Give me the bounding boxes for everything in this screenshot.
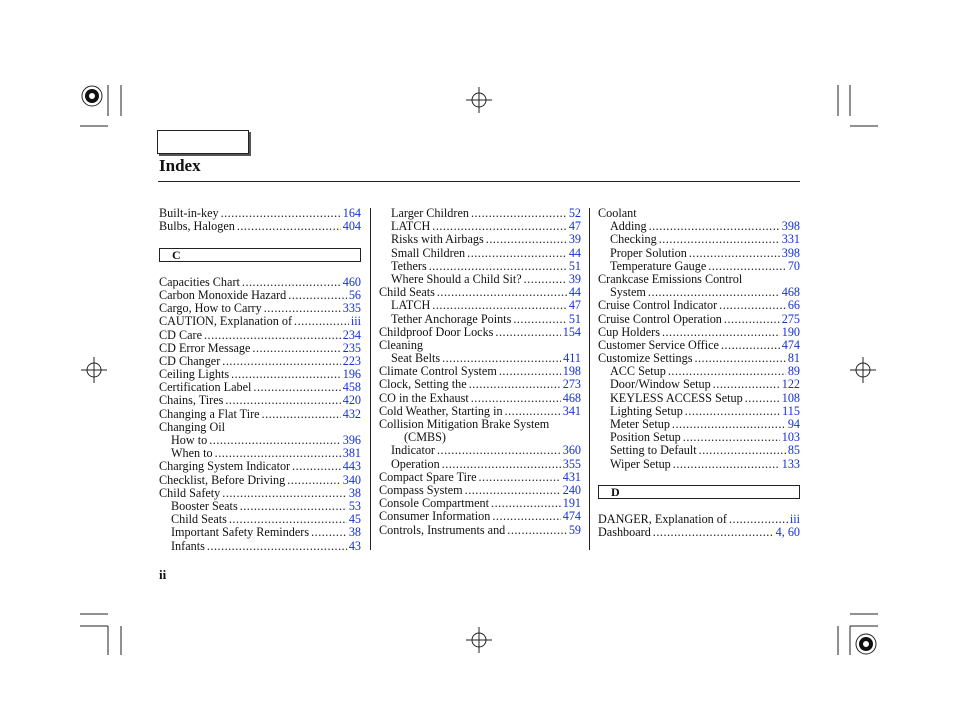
dot-leader [689, 247, 780, 260]
dot-leader [685, 405, 780, 418]
page-title: Index [159, 156, 201, 175]
dot-leader [294, 315, 349, 328]
index-entry [159, 329, 361, 342]
index-entry [379, 444, 581, 457]
dot-leader [264, 302, 341, 315]
dot-leader [292, 460, 341, 473]
dot-leader [311, 526, 347, 539]
page-reference-link[interactable]: 234 [342, 328, 361, 342]
page-reference-link[interactable]: 81 [787, 352, 800, 366]
dot-leader [724, 313, 780, 326]
entry-term: How to [171, 434, 208, 447]
entry-term: Checking [610, 233, 657, 247]
registration-mark-bottom [466, 627, 492, 653]
page-reference-link[interactable]: 196 [342, 368, 361, 382]
index-entry [159, 289, 361, 302]
entry-term: LATCH [391, 220, 431, 234]
page-reference-link[interactable]: 66 [787, 299, 800, 313]
index-entry [379, 286, 581, 299]
page-reference-link[interactable]: 39 [568, 233, 581, 247]
index-column-2 [379, 207, 581, 537]
dot-leader [467, 247, 567, 260]
entry-term: Customer Service Office [598, 338, 719, 352]
dot-leader [288, 289, 347, 302]
spacer [598, 500, 800, 513]
entry-term: Clock, Setting the [379, 378, 467, 392]
page-reference-link[interactable]: 396 [342, 434, 361, 447]
spacer [159, 263, 361, 276]
entry-term: Wiper Setup [610, 457, 671, 471]
dot-leader [486, 233, 567, 246]
entry-term: Compass System [379, 483, 463, 497]
page-reference-link[interactable]: 53 [348, 499, 361, 513]
registration-mark-top [466, 87, 492, 113]
entry-term: Seat Belts [391, 352, 441, 366]
dot-leader [253, 381, 340, 394]
index-entry [379, 510, 581, 523]
dot-leader [659, 233, 780, 246]
page-reference-link[interactable]: 335 [342, 302, 361, 316]
dot-leader [437, 286, 567, 299]
entry-term: Door/Window Setup [610, 378, 711, 392]
column-divider [589, 208, 590, 550]
entry-term: Cleaning [379, 338, 424, 352]
dot-leader [209, 434, 340, 447]
index-entry [379, 313, 581, 326]
dot-leader [262, 408, 341, 421]
page-reference-link[interactable]: 468 [562, 391, 581, 405]
page-reference-link[interactable]: 44 [568, 246, 581, 260]
index-entry [159, 434, 361, 447]
index-entry [598, 444, 800, 457]
dot-leader [225, 394, 340, 407]
entry-term: Cup Holders [598, 325, 660, 339]
index-entry [159, 447, 361, 460]
page-reference-link[interactable]: 45 [348, 513, 361, 527]
entry-term: Setting to Default [610, 444, 697, 458]
page-reference-link[interactable]: 94 [787, 418, 800, 431]
page-reference-link[interactable]: 341 [562, 404, 581, 418]
index-entry [379, 378, 581, 391]
page-reference-link[interactable]: 398 [781, 246, 800, 260]
index-entry [379, 326, 581, 339]
dot-leader [524, 273, 567, 286]
page-reference-link[interactable]: 460 [342, 275, 361, 289]
entry-term: (CMBS) [404, 431, 446, 445]
entry-term: Certification Label [159, 381, 252, 395]
dot-leader [222, 355, 340, 368]
page-reference-link[interactable]: 458 [342, 381, 361, 395]
index-column-3 [598, 207, 800, 540]
index-entry [159, 421, 361, 434]
page-reference-link[interactable]: iii [789, 513, 800, 527]
page-reference-link[interactable]: 43 [348, 539, 361, 553]
entry-term: Booster Seats [171, 499, 238, 513]
dot-leader [242, 276, 341, 289]
registration-mark-left [81, 357, 107, 383]
entry-term: Dashboard [598, 526, 651, 540]
index-entry [598, 286, 800, 299]
page-reference-link[interactable]: 420 [342, 394, 361, 408]
entry-term: Collision Mitigation Brake System [379, 418, 550, 431]
spacer [598, 471, 800, 484]
index-entry [159, 207, 361, 220]
page-reference-link[interactable]: 154 [562, 325, 581, 339]
dot-leader [231, 368, 341, 381]
index-entry [598, 313, 800, 326]
entry-term: Capacities Chart [159, 275, 240, 289]
dot-leader [505, 405, 561, 418]
index-entry [379, 392, 581, 405]
entry-term: Child Seats [379, 286, 435, 300]
entry-term: Changing a Flat Tire [159, 407, 260, 421]
dot-leader [465, 484, 561, 497]
dot-leader [229, 513, 347, 526]
index-entry [159, 474, 361, 487]
index-entry [598, 378, 800, 391]
index-column-1 [159, 207, 361, 553]
dot-leader [471, 392, 561, 405]
dot-leader [745, 392, 780, 405]
page-reference-link[interactable]: 191 [562, 497, 581, 511]
index-entry [379, 431, 581, 444]
entry-term: Adding [610, 220, 647, 234]
index-entry [598, 392, 800, 405]
entry-term: CAUTION, Explanation of [159, 315, 293, 329]
dot-leader [708, 260, 786, 273]
entry-term: Position Setup [610, 431, 681, 445]
dot-leader [683, 431, 780, 444]
index-entry [379, 260, 581, 273]
entry-term: Bulbs, Halogen [159, 220, 235, 234]
page-reference-link[interactable]: 164 [342, 207, 361, 220]
dot-leader [429, 260, 567, 273]
page-reference-link[interactable]: 51 [568, 312, 581, 326]
index-entry [379, 339, 581, 352]
dot-leader [699, 444, 786, 457]
page-reference-link[interactable]: 468 [781, 286, 800, 300]
spacer [159, 233, 361, 246]
index-entry [379, 418, 581, 431]
target-mark-top-left [82, 86, 102, 106]
page-reference-link[interactable]: 273 [562, 378, 581, 392]
dot-leader [222, 487, 347, 500]
entry-term: System [610, 286, 646, 300]
index-entry [598, 526, 800, 539]
dot-leader [287, 474, 340, 487]
page-reference-link[interactable]: 360 [562, 444, 581, 458]
dot-leader [662, 326, 780, 339]
entry-term: Customize Settings [598, 352, 693, 366]
page-reference-link[interactable]: 381 [342, 447, 361, 461]
entry-term: CD Care [159, 328, 202, 342]
index-entry [598, 260, 800, 273]
page-reference-link[interactable]: 47 [568, 299, 581, 313]
entry-term: CD Changer [159, 354, 221, 368]
index-entry [598, 405, 800, 418]
target-mark-bottom-right [856, 634, 876, 654]
entry-term: Climate Control System [379, 365, 497, 379]
page-reference-link[interactable]: 38 [348, 486, 361, 500]
registration-mark-right [850, 357, 876, 383]
index-entry [598, 299, 800, 312]
dot-leader [442, 458, 561, 471]
entry-term: Where Should a Child Sit? [391, 272, 522, 286]
index-entry [598, 352, 800, 365]
index-entry [598, 431, 800, 444]
page-reference-link[interactable]: 47 [568, 220, 581, 234]
index-entry [598, 220, 800, 233]
index-entry [379, 458, 581, 471]
header-tab-box [157, 130, 249, 154]
entry-term: Proper Solution [610, 246, 687, 260]
entry-term: Ceiling Lights [159, 368, 230, 382]
index-entry [598, 247, 800, 260]
page-reference-link[interactable]: 59 [568, 523, 581, 537]
dot-leader [432, 220, 567, 233]
page-reference-link[interactable]: 474 [562, 510, 581, 524]
entry-term: Compact Spare Tire [379, 470, 477, 484]
dot-leader [648, 286, 780, 299]
page-reference-link[interactable]: 56 [348, 288, 361, 302]
index-entry [159, 513, 361, 526]
entry-term: Chains, Tires [159, 394, 224, 408]
dot-leader [221, 207, 341, 220]
dot-leader [713, 378, 780, 391]
entry-term: Larger Children [391, 207, 469, 220]
page-reference-link[interactable]: 190 [781, 325, 800, 339]
dot-leader [491, 497, 561, 510]
index-entry [598, 339, 800, 352]
entry-term: Risks with Airbags [391, 233, 484, 247]
index-entry [379, 471, 581, 484]
entry-term: Changing Oil [159, 420, 226, 434]
dot-leader [649, 220, 780, 233]
index-entry [379, 220, 581, 233]
page-reference-link[interactable]: 443 [342, 460, 361, 474]
dot-leader [694, 352, 785, 365]
entry-term: Child Safety [159, 486, 221, 500]
index-entry [598, 207, 800, 220]
index-entry [379, 207, 581, 220]
entry-term: Meter Setup [610, 418, 670, 431]
entry-term: Coolant [598, 207, 637, 220]
index-entry [159, 540, 361, 553]
entry-term: KEYLESS ACCESS Setup [610, 391, 743, 405]
page-reference-link[interactable]: 44 [568, 286, 581, 300]
entry-term: When to [171, 447, 213, 461]
page-number: ii [159, 567, 167, 582]
entry-term: Cargo, How to Carry [159, 302, 262, 316]
dot-leader [495, 326, 560, 339]
index-entry [159, 460, 361, 473]
entry-term: Cold Weather, Starting in [379, 404, 503, 418]
dot-leader [252, 342, 340, 355]
dot-leader [729, 513, 788, 526]
dot-leader [240, 500, 347, 513]
index-entry [159, 342, 361, 355]
dot-leader [719, 299, 786, 312]
dot-leader [442, 352, 561, 365]
dot-leader [437, 444, 561, 457]
entry-term: Controls, Instruments and [379, 523, 506, 537]
entry-term: Charging System Indicator [159, 460, 291, 474]
entry-term: DANGER, Explanation of [598, 513, 727, 527]
index-entry [379, 233, 581, 246]
index-entry [379, 247, 581, 260]
page-reference-link[interactable]: iii [350, 315, 361, 329]
entry-term: Lighting Setup [610, 404, 683, 418]
index-entry [379, 497, 581, 510]
dot-leader [237, 220, 341, 233]
entry-term: LATCH [391, 299, 431, 313]
index-entry [379, 352, 581, 365]
page-reference-link[interactable]: 474 [781, 338, 800, 352]
dot-leader [499, 365, 561, 378]
page-reference-link[interactable]: 38 [348, 526, 361, 540]
page-reference-link[interactable]: 4, 60 [775, 526, 800, 540]
page-reference-link[interactable]: 115 [782, 404, 800, 418]
entry-term: Operation [391, 457, 440, 471]
entry-term: Crankcase Emissions Control [598, 272, 743, 286]
page-reference-link[interactable]: 52 [568, 207, 581, 220]
entry-term: Indicator [391, 444, 435, 458]
page-reference-link[interactable]: 122 [781, 378, 800, 392]
section-letter-header: D [598, 485, 800, 499]
index-entry [598, 233, 800, 246]
index-entry [159, 220, 361, 233]
page-reference-link[interactable]: 398 [781, 220, 800, 234]
page-reference-link[interactable]: 340 [342, 473, 361, 487]
page-reference-link[interactable]: 240 [562, 483, 581, 497]
dot-leader [471, 207, 567, 220]
entry-term: Built-in-key [159, 207, 219, 220]
dot-leader [207, 540, 347, 553]
dot-leader [204, 329, 341, 342]
index-entry [598, 458, 800, 471]
page-reference-link[interactable]: 103 [781, 431, 800, 445]
index-entry [598, 365, 800, 378]
page-reference-link[interactable]: 404 [342, 220, 361, 234]
page-reference-link[interactable]: 331 [781, 233, 800, 247]
page-reference-link[interactable]: 431 [562, 470, 581, 484]
index-entry [159, 355, 361, 368]
page-reference-link[interactable]: 355 [562, 457, 581, 471]
index-entry [379, 365, 581, 378]
index-entry [159, 368, 361, 381]
entry-term: CD Error Message [159, 341, 251, 355]
page-reference-link[interactable]: 85 [787, 444, 800, 458]
index-entry [159, 315, 361, 328]
title-divider [158, 181, 800, 182]
entry-term: Important Safety Reminders [171, 526, 310, 540]
entry-term: Childproof Door Locks [379, 325, 494, 339]
dot-leader [673, 458, 780, 471]
dot-leader [507, 524, 567, 537]
entry-term: Carbon Monoxide Hazard [159, 288, 287, 302]
page-reference-link[interactable]: 411 [563, 352, 581, 366]
dot-leader [672, 418, 786, 431]
entry-term: Checklist, Before Driving [159, 473, 286, 487]
page-reference-link[interactable]: 235 [342, 341, 361, 355]
entry-term: Temperature Gauge [610, 259, 707, 273]
entry-term: Cruise Control Indicator [598, 299, 718, 313]
page-reference-link[interactable]: 275 [781, 312, 800, 326]
index-entry [159, 487, 361, 500]
section-letter-header: C [159, 248, 361, 262]
page-reference-link[interactable]: 108 [781, 391, 800, 405]
entry-term: Infants [171, 539, 205, 553]
index-entry [598, 513, 800, 526]
page-reference-link[interactable]: 89 [787, 365, 800, 379]
index-entry [598, 326, 800, 339]
page-reference-link[interactable]: 70 [787, 259, 800, 273]
entry-term: Child Seats [171, 513, 227, 527]
page-reference-link[interactable]: 223 [342, 354, 361, 368]
dot-leader [513, 313, 566, 326]
index-entry [598, 418, 800, 431]
dot-leader [668, 365, 786, 378]
index-entry [159, 381, 361, 394]
index-entry [379, 405, 581, 418]
page-reference-link[interactable]: 133 [781, 457, 800, 471]
index-entry [159, 500, 361, 513]
dot-leader [215, 447, 341, 460]
entry-term: Console Compartment [379, 497, 490, 511]
index-entry [159, 302, 361, 315]
index-entry [159, 408, 361, 421]
page-reference-link[interactable]: 51 [568, 259, 581, 273]
entry-term: ACC Setup [610, 365, 666, 379]
entry-term: Tether Anchorage Points [391, 312, 512, 326]
index-entry [159, 394, 361, 407]
dot-leader [492, 510, 560, 523]
dot-leader [721, 339, 780, 352]
entry-term: Cruise Control Operation [598, 312, 722, 326]
entry-term: Consumer Information [379, 510, 491, 524]
index-entry [379, 484, 581, 497]
page-reference-link[interactable]: 39 [568, 272, 581, 286]
dot-leader [432, 299, 567, 312]
dot-leader [653, 526, 774, 539]
dot-leader [479, 471, 561, 484]
entry-term: Tethers [391, 259, 427, 273]
index-entry [159, 526, 361, 539]
page-reference-link[interactable]: 198 [562, 365, 581, 379]
index-entry [379, 524, 581, 537]
page-reference-link[interactable]: 432 [342, 407, 361, 421]
entry-term: CO in the Exhaust [379, 391, 469, 405]
index-entry [379, 299, 581, 312]
column-divider [370, 208, 371, 550]
index-entry [598, 273, 800, 286]
index-entry [379, 273, 581, 286]
entry-term: Small Children [391, 246, 466, 260]
index-entry [159, 276, 361, 289]
dot-leader [469, 378, 561, 391]
